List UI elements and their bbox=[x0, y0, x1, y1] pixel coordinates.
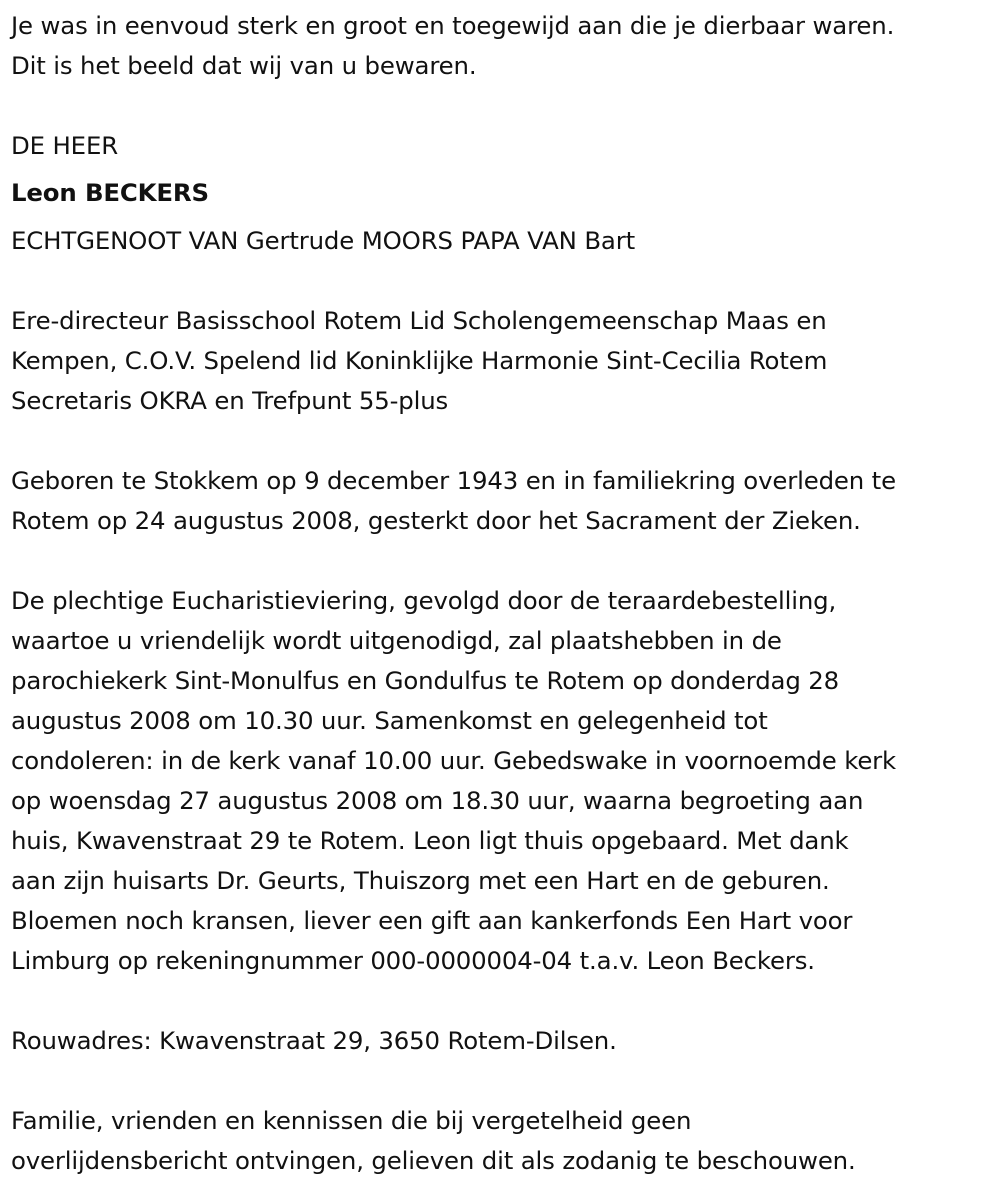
motto-line: Je was in eenvoud sterk en groot en toegewijd aan die je dierbaar waren. bbox=[11, 11, 895, 40]
ceremony-line: huis, Kwavenstraat 29 te Rotem. Leon ligt thuis opgebaard. Met dank bbox=[11, 826, 849, 855]
functions-line: Ere-directeur Basisschool Rotem Lid Scholengemeenschap Maas en bbox=[11, 306, 827, 335]
ceremony-line: parochiekerk Sint-Monulfus en Gondulfus te Rotem op donderdag 28 bbox=[11, 666, 840, 695]
honorific-title: DE HEER bbox=[11, 131, 119, 160]
mourning-address: Rouwadres: Kwavenstraat 29, 3650 Rotem-Dilsen. bbox=[11, 1026, 617, 1055]
ceremony-line: De plechtige Eucharistieviering, gevolgd door de teraardebestelling, bbox=[11, 586, 837, 615]
motto-line: Dit is het beeld dat wij van u bewaren. bbox=[11, 51, 477, 80]
ceremony-line: condoleren: in de kerk vanaf 10.00 uur. Gebedswake in voornoemde kerk bbox=[11, 746, 897, 775]
functions-line: Kempen, C.O.V. Spelend lid Koninklijke Harmonie Sint-Cecilia Rotem bbox=[11, 346, 828, 375]
ceremony-line: aan zijn huisarts Dr. Geurts, Thuiszorg met een Hart en de geburen. bbox=[11, 866, 830, 895]
functions-line: Secretaris OKRA en Trefpunt 55-plus bbox=[11, 386, 449, 415]
deceased-name: Leon BECKERS bbox=[11, 178, 209, 207]
ceremony-line: op woensdag 27 augustus 2008 om 18.30 uur, waarna begroeting aan bbox=[11, 786, 864, 815]
closing-line: Familie, vrienden en kennissen die bij vergetelheid geen bbox=[11, 1106, 692, 1135]
ceremony-line: Limburg op rekeningnummer 000-0000004-04 t.a.v. Leon Beckers. bbox=[11, 946, 815, 975]
ceremony-line: waartoe u vriendelijk wordt uitgenodigd, zal plaatshebben in de bbox=[11, 626, 782, 655]
closing-line: overlijdensbericht ontvingen, gelieven dit als zodanig te beschouwen. bbox=[11, 1146, 856, 1175]
ceremony-line: augustus 2008 om 10.30 uur. Samenkomst en gelegenheid tot bbox=[11, 706, 768, 735]
birth-death-line: Geboren te Stokkem op 9 december 1943 en in familiekring overleden te bbox=[11, 466, 896, 495]
ceremony-line: Bloemen noch kransen, liever een gift aan kankerfonds Een Hart voor bbox=[11, 906, 853, 935]
relation-line: ECHTGENOOT VAN Gertrude MOORS PAPA VAN Bart bbox=[11, 226, 635, 255]
birth-death-line: Rotem op 24 augustus 2008, gesterkt door het Sacrament der Zieken. bbox=[11, 506, 861, 535]
